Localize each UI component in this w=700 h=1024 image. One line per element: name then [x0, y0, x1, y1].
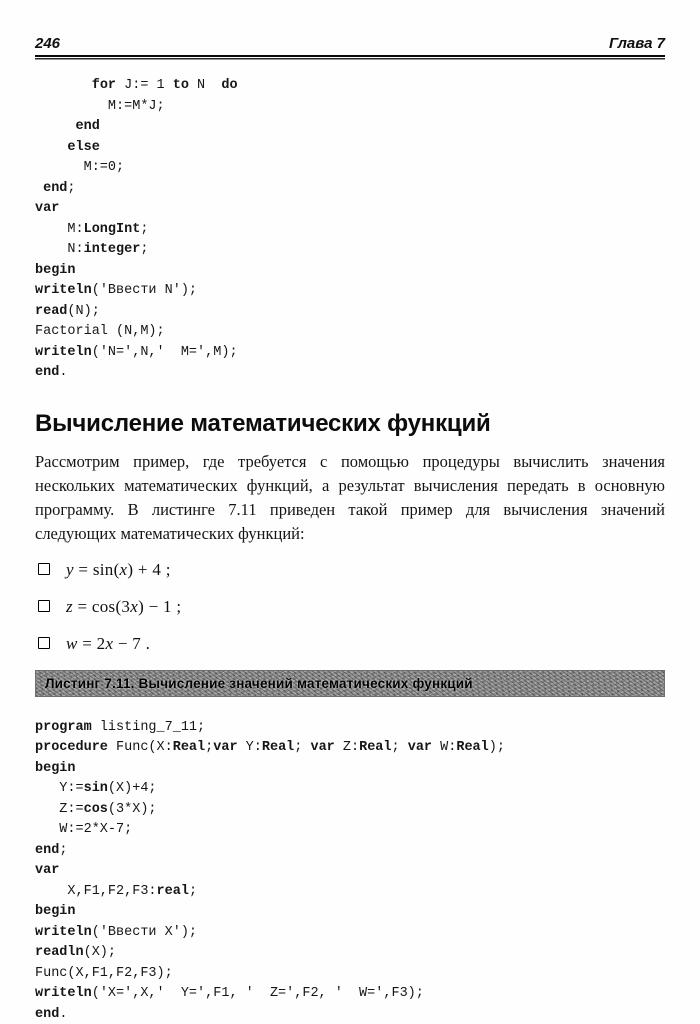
square-bullet-icon: [38, 637, 50, 649]
text-segment: LongInt: [83, 221, 141, 237]
text-segment: Z:: [334, 740, 360, 755]
text-segment: = 2: [77, 633, 106, 653]
code-line: [35, 179, 665, 200]
code-line: [35, 261, 665, 282]
text-segment: Real: [456, 740, 489, 755]
text-segment: ;: [140, 221, 149, 237]
code-line: [35, 861, 665, 882]
function-item-z: [35, 596, 665, 617]
square-bullet-icon: [38, 563, 50, 575]
code-line: [35, 738, 665, 759]
code-line: [35, 363, 665, 384]
code-line: [35, 759, 665, 780]
code-line: [35, 158, 665, 179]
text-segment: writeln: [35, 924, 92, 940]
text-segment: Y:: [237, 740, 262, 755]
function-formula-y: [66, 559, 171, 580]
text-segment: M:=0;: [35, 160, 125, 175]
function-item-y: [35, 559, 665, 580]
text-segment: ('N=',N,' M=',M);: [91, 344, 238, 360]
code-line: [35, 281, 665, 302]
text-segment: (N);: [67, 303, 100, 319]
text-segment: read: [35, 303, 68, 319]
code-line: [35, 302, 665, 323]
text-segment: Real: [261, 740, 295, 755]
text-segment: sin: [83, 781, 108, 796]
text-segment: (3*X);: [107, 801, 157, 817]
text-segment: end: [35, 365, 60, 380]
code-line: [35, 800, 665, 821]
text-segment: [35, 78, 92, 93]
code-line: [35, 984, 665, 1005]
code-line: [35, 902, 665, 923]
text-segment: z: [66, 596, 73, 616]
text-segment: [35, 119, 76, 134]
code-block-listing-7-11: [35, 718, 665, 1024]
text-segment: X,F1,F2,F3:: [35, 883, 157, 899]
text-segment: var: [407, 740, 433, 755]
code-block-factorial: [35, 76, 665, 384]
text-segment: ) + 4 ;: [127, 559, 171, 579]
chapter-label: Глава 7: [608, 35, 665, 52]
function-formula-w: [66, 633, 150, 654]
text-segment: end: [75, 119, 100, 134]
text-segment: integer: [83, 242, 141, 257]
text-segment: Z:=: [35, 801, 84, 817]
text-segment: ;: [59, 842, 68, 858]
text-segment: Y:=: [35, 781, 84, 796]
text-segment: end: [35, 1006, 60, 1022]
text-segment: program: [35, 719, 92, 735]
code-line: [35, 117, 665, 138]
text-segment: ;: [391, 740, 408, 755]
text-segment: W:=2*X-7;: [35, 822, 133, 837]
code-line: [35, 779, 665, 800]
code-line: [35, 718, 665, 739]
text-segment: writeln: [35, 283, 92, 298]
text-segment: writeln: [35, 344, 92, 360]
code-line: [35, 97, 665, 118]
text-segment: x: [105, 633, 114, 653]
text-segment: J:= 1: [116, 78, 173, 93]
code-line: [35, 240, 665, 261]
text-segment: end: [35, 842, 60, 858]
text-segment: [35, 140, 67, 155]
text-segment: do: [221, 78, 238, 93]
text-segment: [35, 181, 43, 196]
code-line: [35, 841, 665, 862]
code-line: [35, 1005, 665, 1024]
code-line: [35, 923, 665, 944]
text-segment: Func(X:: [107, 740, 173, 755]
function-formula-z: [66, 596, 181, 617]
text-segment: var: [35, 201, 60, 216]
text-segment: real: [156, 883, 189, 899]
text-segment: Factorial (N,M);: [35, 324, 165, 339]
text-segment: var: [213, 740, 238, 755]
text-segment: (X);: [83, 945, 117, 960]
text-segment: = sin(: [73, 559, 120, 579]
text-segment: to: [172, 78, 189, 93]
text-segment: cos: [83, 801, 108, 817]
text-segment: begin: [35, 262, 76, 278]
text-segment: begin: [35, 760, 76, 776]
text-segment: begin: [35, 904, 76, 919]
listing-caption: Листинг 7.11. Вычисление значений математических функций: [45, 675, 473, 691]
text-segment: − 7 .: [113, 633, 151, 653]
text-segment: .: [59, 1006, 68, 1022]
text-segment: M:: [35, 221, 84, 237]
text-segment: Real: [359, 740, 392, 755]
function-list: [35, 559, 665, 654]
text-segment: readln: [35, 945, 84, 960]
text-segment: ) − 1 ;: [138, 596, 182, 616]
code-line: [35, 138, 665, 159]
text-segment: ;: [67, 180, 76, 196]
text-segment: .: [59, 365, 68, 380]
text-segment: x: [130, 596, 139, 616]
function-item-w: [35, 633, 665, 654]
text-segment: N:: [35, 242, 84, 257]
page-number: 246: [35, 35, 61, 52]
text-segment: ('Ввести N');: [91, 283, 198, 298]
text-segment: N: [188, 78, 222, 93]
code-line: [35, 820, 665, 841]
text-segment: W:: [432, 740, 457, 755]
code-line: [35, 220, 665, 241]
text-segment: ;: [294, 740, 311, 755]
code-line: [35, 964, 665, 985]
code-line: [35, 343, 665, 364]
text-segment: procedure: [35, 740, 108, 755]
code-line: [35, 943, 665, 964]
text-segment: var: [35, 863, 60, 878]
text-segment: M:=M*J;: [35, 98, 165, 114]
header-rule: [35, 55, 665, 61]
text-segment: listing_7_11;: [91, 719, 206, 735]
text-segment: var: [310, 740, 335, 755]
code-line: [35, 882, 665, 903]
code-line: [35, 199, 665, 220]
text-segment: y: [66, 559, 74, 579]
text-segment: else: [67, 139, 100, 155]
text-segment: for: [91, 78, 117, 93]
square-bullet-icon: [38, 600, 50, 612]
text-segment: Func(X,F1,F2,F3);: [35, 965, 173, 981]
text-segment: = cos(3: [72, 596, 131, 616]
text-segment: ('Ввести X');: [91, 924, 198, 940]
text-segment: ;: [205, 740, 214, 755]
listing-caption-bar: [35, 670, 665, 697]
text-segment: ;: [188, 883, 198, 899]
text-segment: ('X=',X,' Y=',F1, ' Z=',F2, ' W=',F3);: [91, 986, 424, 1001]
code-line: [35, 322, 665, 343]
text-segment: );: [488, 740, 505, 755]
code-line: [35, 76, 665, 97]
text-segment: writeln: [35, 986, 92, 1001]
text-segment: w: [66, 633, 78, 653]
text-segment: end: [43, 180, 68, 196]
intro-paragraph: Рассмотрим пример, где требуется с помощью процедуры вычислить значения нескольких математических функций, а результат вычисления передать в основную программу. В листинге 7.11 приведен такой пример для вычисления значений следующих математических функций:: [35, 451, 665, 543]
text-segment: x: [119, 559, 128, 579]
section-title: Вычисление математических функций: [35, 409, 491, 437]
text-segment: (X)+4;: [107, 781, 157, 796]
text-segment: ;: [140, 242, 149, 257]
page-header: [35, 36, 665, 52]
text-segment: Real: [172, 740, 206, 755]
